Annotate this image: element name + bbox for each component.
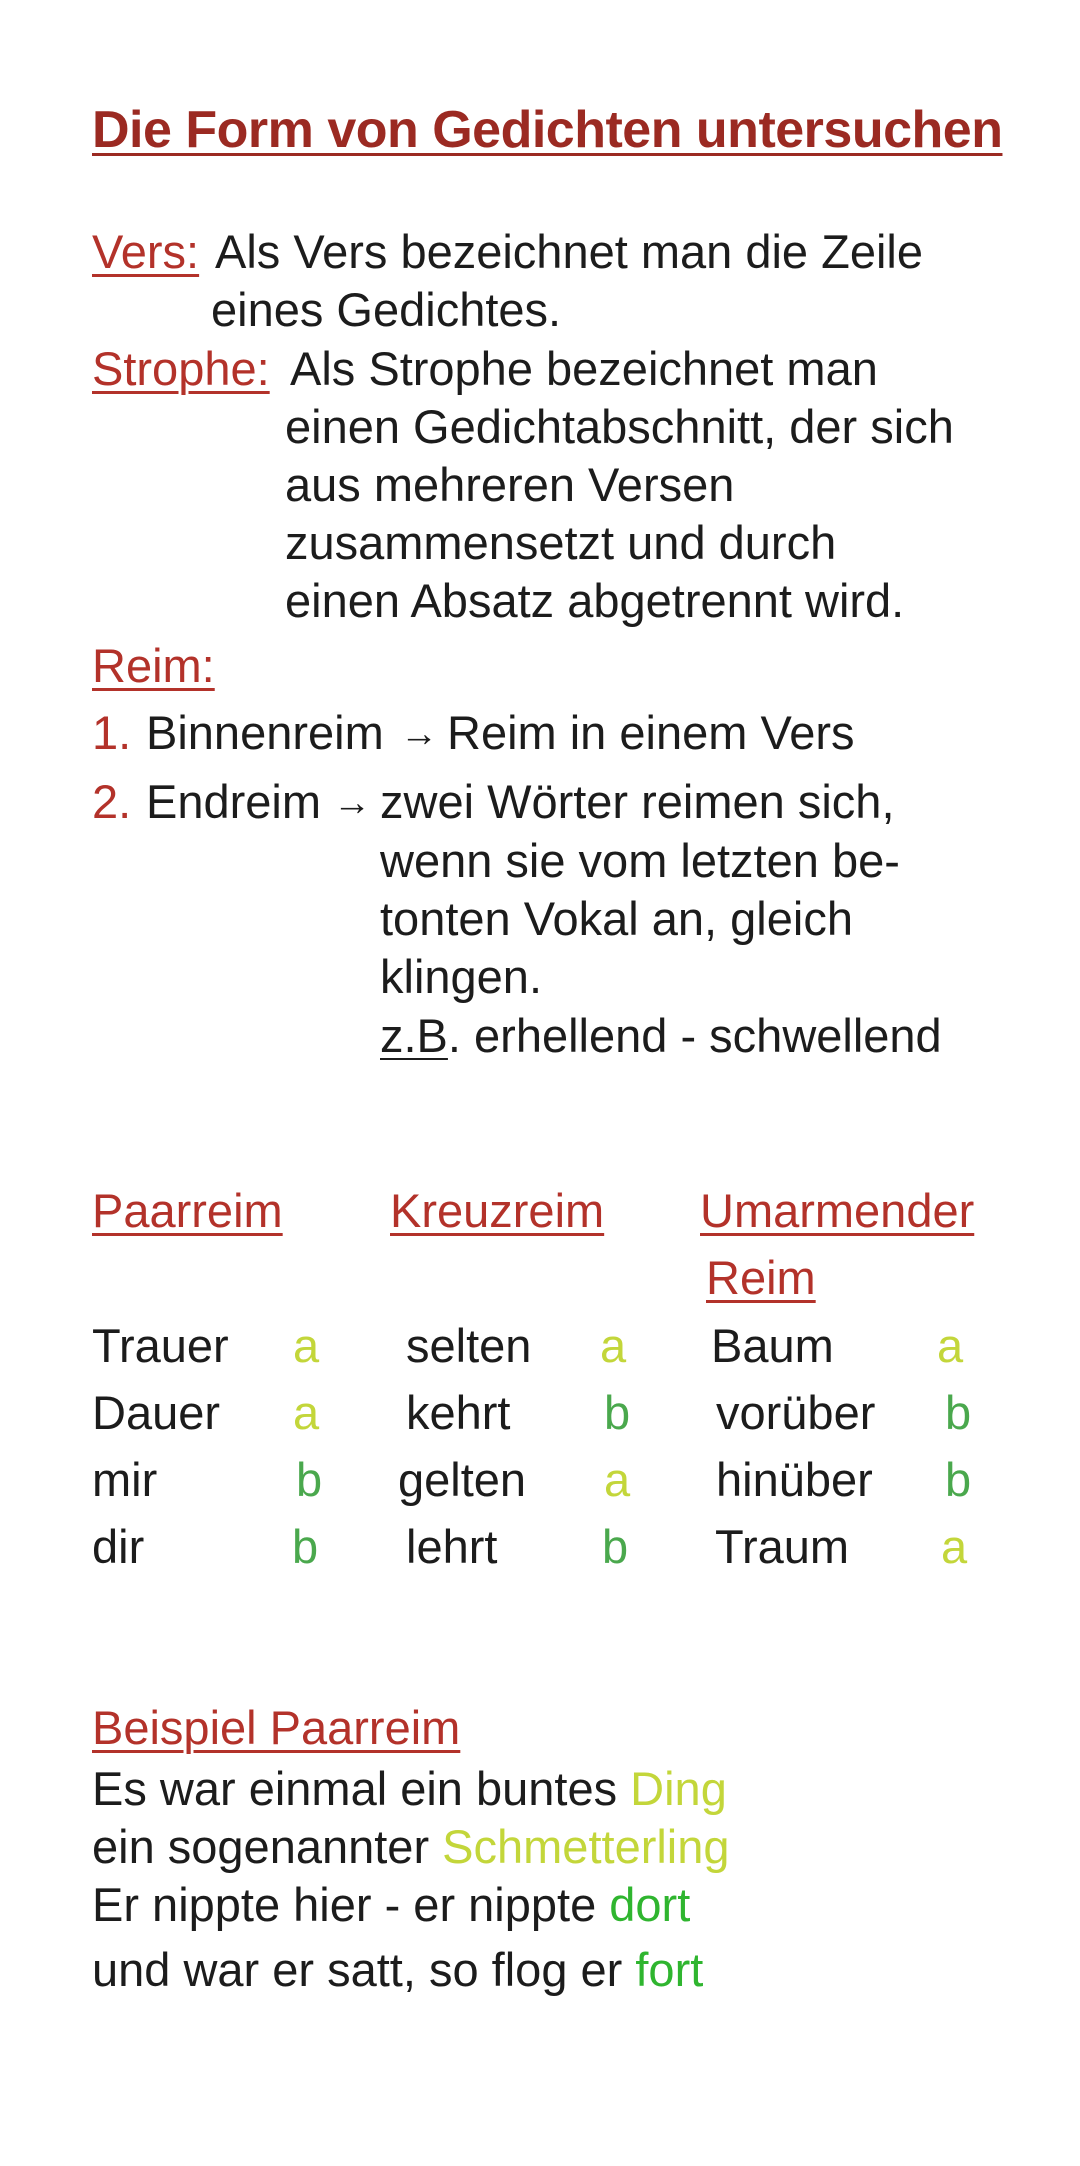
strophe-def-line-5: einen Absatz abgetrennt wird.: [285, 574, 905, 627]
reim-item-2-name: Endreim: [146, 775, 322, 828]
scheme-word: Dauer: [92, 1386, 221, 1439]
reim-item-2-def-line-2: wenn sie vom letzten be-: [380, 834, 900, 887]
reim-item-2-def-line-3: tonten Vokal an, gleich: [380, 892, 853, 945]
example-heading: Beispiel Paarreim: [92, 1701, 461, 1754]
scheme-word: dir: [92, 1520, 145, 1573]
rhyme-word: dort: [609, 1878, 691, 1931]
poem-line-1: Es war einmal ein buntes Ding: [92, 1762, 727, 1815]
arrow-icon: →: [333, 782, 371, 824]
scheme-word: kehrt: [406, 1386, 511, 1439]
reim-example: [380, 1007, 942, 1065]
rhyme-word: Schmetterling: [442, 1820, 730, 1873]
rhyme-letter: a: [293, 1386, 320, 1439]
heading-kreuzreim: Kreuzreim: [390, 1184, 605, 1237]
term-strophe: Strophe:: [92, 342, 270, 395]
rhyme-letter: b: [945, 1386, 972, 1439]
scheme-word: Baum: [711, 1319, 834, 1372]
scheme-word: Trauer: [92, 1319, 229, 1372]
rhyme-letter: a: [604, 1453, 631, 1506]
poem-line-3: Er nippte hier - er nippte dort: [92, 1878, 691, 1931]
rhyme-word: Ding: [630, 1762, 727, 1815]
rhyme-letter: a: [941, 1520, 968, 1573]
reim-item-2-def-line-4: klingen.: [380, 950, 542, 1003]
term-reim: Reim:: [92, 639, 215, 692]
scheme-word: hinüber: [716, 1453, 873, 1506]
scheme-word: Traum: [715, 1520, 850, 1573]
poem-line-2: ein sogenannter Schmetterling: [92, 1820, 730, 1873]
strophe-def-line-4: zusammensetzt und durch: [285, 516, 837, 569]
scheme-word: mir: [92, 1453, 158, 1506]
heading-umarmender: Umarmender: [700, 1184, 975, 1237]
vers-def-line-2: eines Gedichtes.: [211, 283, 562, 336]
poem-line-4: und war er satt, so flog er fort: [92, 1943, 704, 1996]
scheme-word: selten: [406, 1319, 532, 1372]
rhyme-letter: b: [292, 1520, 319, 1573]
reim-item-1-number: 1.: [92, 706, 132, 759]
reim-item-2-number: 2.: [92, 775, 132, 828]
reim-item-1-name: Binnenreim: [146, 706, 384, 759]
rhyme-letter: a: [600, 1319, 627, 1372]
page-title: Die Form von Gedichten untersuchen: [92, 101, 1003, 159]
reim-item-1-def: Reim in einem Vers: [447, 706, 855, 759]
rhyme-letter: a: [293, 1319, 320, 1372]
example-abbrev: z.B: [380, 1009, 448, 1062]
rhyme-word: fort: [635, 1943, 704, 1996]
heading-reim: Reim: [706, 1251, 816, 1304]
strophe-def-line-2: einen Gedichtabschnitt, der sich: [285, 400, 954, 453]
rhyme-letter: b: [604, 1386, 631, 1439]
vers-def-line-1: Als Vers bezeichnet man die Zeile: [215, 225, 923, 278]
rhyme-letter: b: [945, 1453, 972, 1506]
example-text: . erhellend - schwellend: [447, 1009, 942, 1062]
scheme-word: vorüber: [716, 1386, 876, 1439]
heading-paarreim: Paarreim: [92, 1184, 283, 1237]
strophe-def-line-1: Als Strophe bezeichnet man: [290, 342, 878, 395]
strophe-def-line-3: aus mehreren Versen: [285, 458, 735, 511]
arrow-icon: →: [400, 713, 438, 755]
reim-item-2-def-line-1: zwei Wörter reimen sich,: [380, 775, 895, 828]
scheme-word: gelten: [398, 1453, 527, 1506]
rhyme-letter: b: [296, 1453, 323, 1506]
rhyme-letter: b: [602, 1520, 629, 1573]
scheme-word: lehrt: [406, 1520, 498, 1573]
rhyme-letter: a: [937, 1319, 964, 1372]
term-vers: Vers:: [92, 225, 200, 278]
